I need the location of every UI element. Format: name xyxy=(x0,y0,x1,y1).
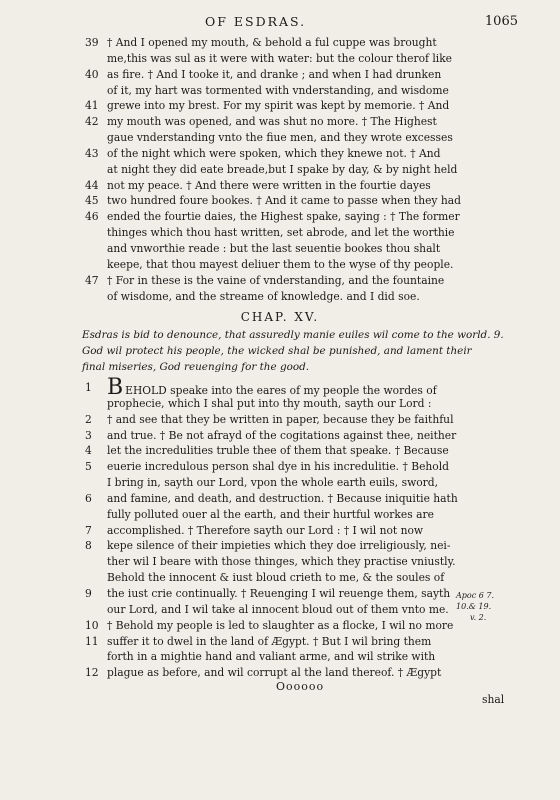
verse-number: 8 xyxy=(85,539,92,553)
argument-line: Esdras is bid to denounce, that assuredly manie euiles wil come to the world. 9. xyxy=(82,329,504,341)
verse-text: and famine, and death, and destruction. † Because iniquitie hath xyxy=(107,491,458,505)
verse-line xyxy=(0,146,560,162)
page-number: 1065 xyxy=(484,14,518,29)
verse-text: I bring in, sayth our Lord, vpon the whole earth euils, sword, xyxy=(107,476,438,490)
verse-text: at night they did eate breade,but I spake by day, & by night held xyxy=(107,162,458,176)
verse-number: 45 xyxy=(85,194,99,208)
verse-line xyxy=(0,554,560,570)
verse-text: not my peace. † And there were written in the fourtie dayes xyxy=(107,178,431,192)
verse-text: accomplished. † Therefore sayth our Lord : † I wil not now xyxy=(107,523,424,537)
verse-text: of it, my hart was tormented with vnderstanding, and wisdome xyxy=(107,83,449,97)
verse-text: kepe silence of their impieties which they doe irreligiously, nei- xyxy=(107,539,451,553)
page-footer xyxy=(0,680,560,712)
verse-text: and vnworthie reade : but the last seuentie bookes thou shalt xyxy=(107,241,441,255)
verse-number: 10 xyxy=(85,618,99,632)
verse-text: gaue vnderstanding vnto the fiue men, and they wrote excesses xyxy=(107,131,453,145)
verse-text: of wisdome, and the streame of knowledge. and I did soe. xyxy=(107,289,420,303)
verse-text: ended the fourtie daies, the Highest spake, saying : † The former xyxy=(107,210,460,224)
verse-line xyxy=(0,209,560,225)
verse-line xyxy=(0,475,560,491)
verse-text: † and see that they be written in paper, because they be faithful xyxy=(107,412,454,426)
verse-line xyxy=(0,523,560,539)
verse-text: grewe into my brest. For my spirit was kept by memorie. † And xyxy=(107,99,450,113)
verse-line xyxy=(0,162,560,178)
argument-line: final miseries, God reuenging for the good. xyxy=(82,361,310,374)
verse-line xyxy=(0,225,560,241)
verse-line xyxy=(0,51,560,67)
verse-line xyxy=(0,428,560,444)
verse-number: 40 xyxy=(85,67,99,81)
verse-text: of the night which were spoken, which they knewe not. † And xyxy=(107,146,441,160)
verse-text: † Behold my people is led to slaughter as a flocke, I wil no more xyxy=(107,618,454,632)
verse-text: forth in a mightie hand and valiant arme, and wil strike with xyxy=(107,650,436,664)
verse-number: 44 xyxy=(85,178,99,192)
verse-text: euerie incredulous person shal dye in his incredulitie. † Behold xyxy=(107,460,449,474)
margin-note-line: Apoc 6 7. xyxy=(456,591,495,600)
verse-line xyxy=(0,570,560,586)
verse-line xyxy=(0,178,560,194)
verse-number: 2 xyxy=(85,412,92,426)
verse-line xyxy=(0,241,560,257)
verse-line xyxy=(0,83,560,99)
verse-text: BEHOLD speake into the eares of my people the wordes of xyxy=(107,375,437,400)
margin-note-line: 10.& 19. xyxy=(456,602,492,611)
verse-line xyxy=(0,443,560,459)
verse-line xyxy=(0,273,560,289)
verse-number: 41 xyxy=(85,99,99,113)
verse-text: ther wil I beare with those thinges, which they practise vniustly. xyxy=(107,555,456,569)
verse-number: 39 xyxy=(85,36,99,49)
verse-text: two hundred foure bookes. † And it came to passe when they had xyxy=(107,194,461,208)
verse-text: plague as before, and wil corrupt al the land thereof. † Ægypt xyxy=(107,666,442,680)
verse-line xyxy=(0,459,560,475)
verse-line xyxy=(0,665,560,681)
verse-line xyxy=(0,289,560,305)
verse-text: my mouth was opened, and was shut no more. † The Highest xyxy=(107,115,437,129)
verse-line xyxy=(0,130,560,146)
verse-text: the iust crie continually. † Reuenging I wil reuenge them, sayth xyxy=(107,586,451,600)
verse-number: 6 xyxy=(85,491,92,505)
verse-line xyxy=(0,193,560,209)
verse-text: † For in these is the vaine of vnderstanding, and the fountaine xyxy=(107,273,445,287)
verse-number: 11 xyxy=(85,634,99,648)
verse-line xyxy=(0,491,560,507)
verse-number: 9 xyxy=(85,586,92,600)
verse-text: and true. † Be not afrayd of the cogitations against thee, neither xyxy=(107,428,457,442)
verse-text: † And I opened my mouth, & behold a ful cuppe was brought xyxy=(107,36,437,49)
catchword: shal xyxy=(482,693,505,706)
verse-text: as fire. † And I tooke it, and dranke ; and when I had drunken xyxy=(107,67,442,81)
verse-text: our Lord, and I wil take al innocent bloud out of them vnto me. xyxy=(107,602,449,616)
verse-line xyxy=(0,98,560,114)
verse-line xyxy=(0,538,560,554)
verse-text: let the incredulities truble thee of them that speake. † Because xyxy=(107,444,449,458)
verse-number: 47 xyxy=(85,273,99,287)
argument-line: God wil protect his people, the wicked shal be punished, and lament their xyxy=(82,345,472,358)
chapter-heading: CHAP. XV. xyxy=(240,310,320,324)
verse-line xyxy=(0,649,560,665)
verse-text: Behold the innocent & iust bloud crieth to me, & the soules of xyxy=(107,571,445,585)
verse-line xyxy=(0,35,560,51)
verse-text: me,this was sul as it were with water: but the colour therof like xyxy=(107,51,452,65)
verse-number: 1 xyxy=(85,381,92,394)
verse-line xyxy=(0,257,560,273)
verse-number: 43 xyxy=(85,146,99,160)
verse-line xyxy=(0,375,560,400)
verse-text: suffer it to dwel in the land of Ægypt. † But I wil bring them xyxy=(107,634,432,648)
verse-text: thinges which thou hast written, set abrode, and let the worthie xyxy=(107,226,455,240)
verse-line xyxy=(0,507,560,523)
verse-line xyxy=(0,634,560,650)
verse-text: keepe, that thou mayest deliuer them to the wyse of thy people. xyxy=(107,257,454,271)
drop-cap-initial: B xyxy=(107,375,124,400)
running-title: OF ESDRAS. xyxy=(205,14,307,29)
verse-number: 46 xyxy=(85,210,99,224)
verse-line xyxy=(0,396,560,412)
verse-number: 3 xyxy=(85,428,92,442)
verses-part1 xyxy=(0,35,560,304)
verse-line xyxy=(0,114,560,130)
verse-line xyxy=(0,412,560,428)
verse-number: 7 xyxy=(85,523,92,537)
verse-number: 12 xyxy=(85,666,99,680)
signature-mark: Oooooo xyxy=(276,680,325,693)
page-header xyxy=(0,14,560,34)
verses-part2 xyxy=(0,375,560,681)
verse-text: fully polluted ouer al the earth, and their hurtful workes are xyxy=(107,507,434,521)
chapter-argument xyxy=(82,327,522,376)
verse-number: 5 xyxy=(85,460,92,474)
margin-note-line: v. 2. xyxy=(470,613,487,622)
verse-number: 4 xyxy=(85,444,92,458)
verse-number: 42 xyxy=(85,115,99,129)
verse-text: prophecie, which I shal put into thy mouth, sayth our Lord : xyxy=(107,396,432,410)
verse-line xyxy=(0,67,560,83)
